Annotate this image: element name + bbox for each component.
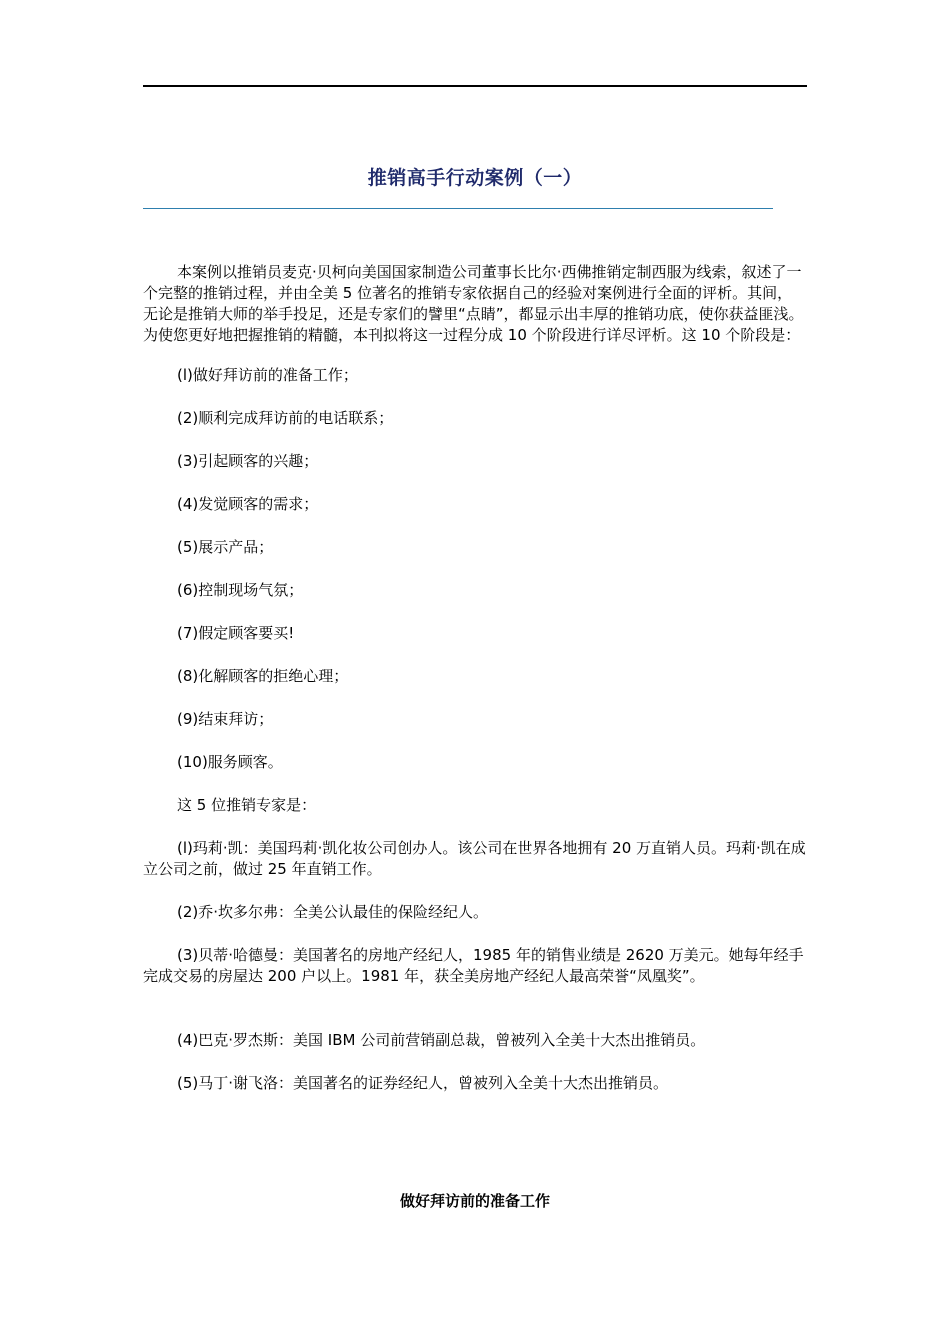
stage-item: (2)顺利完成拜访前的电话联系；: [177, 409, 394, 427]
expert-item: (4)巴克·罗杰斯：美国 IBM 公司前营销副总裁，曾被列入全美十大杰出推销员。: [177, 1031, 706, 1049]
stage-item: (4)发觉顾客的需求；: [177, 495, 319, 513]
intro-paragraph: 本案例以推销员麦克·贝柯向美国国家制造公司董事长比尔·西佛推销定制西服为线索，叙述了一个完整的推销过程，并由全美 5 位著名的推销专家依据自己的经验对案例进行全面的评析。其间，无论是推销大师的举手投足，还是专家们的譬里“点睛”，都显示出丰厚的推销功底，使你获益匪浅。为使您更好地把握推销的精髓，本刊拟将这一过程分成 10 个阶段进行详尽评析。这 10 个阶段是：: [143, 263, 804, 344]
expert-item: (3)贝蒂·哈德曼：美国著名的房地产经纪人，1985 年的销售业绩是 2620 万美元。她每年经手完成交易的房屋达 200 户以上。1981 年，获全美房地产经纪人最高荣誉“凤凰奖”。: [143, 946, 804, 985]
stage-item: (8)化解顾客的拒绝心理；: [177, 667, 349, 685]
expert-item: (l)玛莉·凯：美国玛莉·凯化妆公司创办人。该公司在世界各地拥有 20 万直销人员。玛莉·凯在成立公司之前，做过 25 年直销工作。: [143, 839, 806, 878]
expert-item: (2)乔·坎多尔弗：全美公认最佳的保险经纪人。: [177, 903, 489, 921]
expert-item: (5)马丁·谢飞洛：美国著名的证券经纪人，曾被列入全美十大杰出推销员。: [177, 1074, 669, 1092]
stage-item: (10)服务顾客。: [177, 753, 283, 771]
stage-item: (l)做好拜访前的准备工作；: [177, 366, 358, 384]
stage-item: (7)假定顾客要买!: [177, 624, 295, 642]
title-underline: [143, 208, 773, 209]
stage-item: (9)结束拜访；: [177, 710, 274, 728]
stage-item: (3)引起顾客的兴趣；: [177, 452, 319, 470]
document-body: [143, 262, 807, 1116]
section-heading: 做好拜访前的准备工作: [399, 1192, 550, 1210]
experts-intro: 这 5 位推销专家是：: [177, 796, 317, 814]
stage-item: (5)展示产品；: [177, 538, 274, 556]
header-rule: [143, 85, 807, 87]
stage-item: (6)控制现场气氛；: [177, 581, 304, 599]
document-title: 推销高手行动案例（一）: [367, 167, 583, 189]
